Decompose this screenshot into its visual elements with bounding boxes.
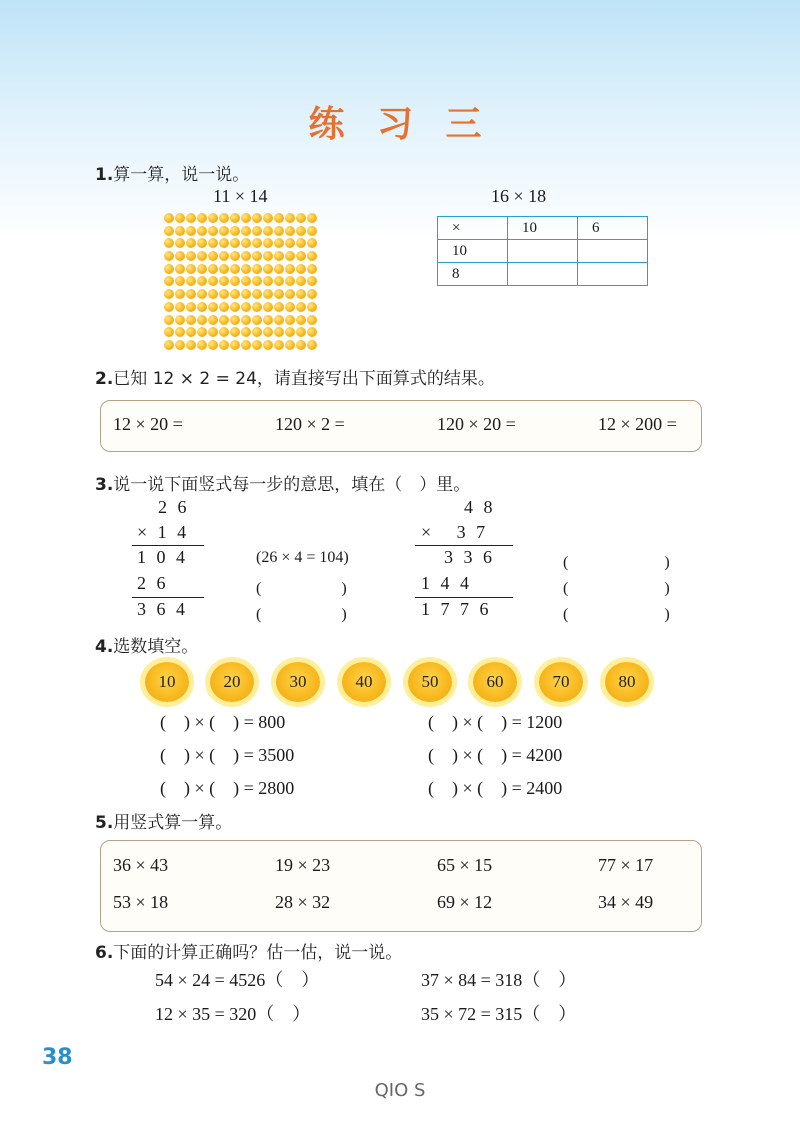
question-3-heading (95, 470, 470, 495)
question-text: 已知 12 × 2 = 24，请直接写出下面算式的结果。 (113, 369, 495, 389)
table-header-row (438, 217, 648, 240)
dot (296, 289, 306, 299)
dot (252, 276, 262, 286)
number-coin: 10 (145, 662, 189, 702)
vertical-row: 1 0 4 (137, 547, 188, 567)
dot (263, 226, 273, 236)
vertical-row: 3 3 6 (444, 547, 495, 567)
footer-text: QIO S (374, 1080, 426, 1101)
dot (230, 238, 240, 248)
dot (241, 226, 251, 236)
dot (197, 264, 207, 274)
dot (219, 213, 229, 223)
number-coin: 40 (342, 662, 386, 702)
dot (296, 276, 306, 286)
dot (164, 251, 174, 261)
dot (241, 213, 251, 223)
dot (175, 264, 185, 274)
dot (241, 302, 251, 312)
dot (241, 289, 251, 299)
dot (186, 226, 196, 236)
dot (186, 315, 196, 325)
vertical-row: 2 6 (158, 497, 190, 517)
fill-equation[interactable]: ( ) × ( ) = 3500 (160, 745, 295, 765)
number-coin: 80 (605, 662, 649, 702)
dot (164, 302, 174, 312)
dot (263, 238, 273, 248)
dot (208, 251, 218, 261)
dot (208, 213, 218, 223)
dot (186, 264, 196, 274)
vertical-row: 2 6 (137, 573, 169, 593)
question-text: 用竖式算一算。 (113, 813, 233, 833)
question-2-heading (95, 364, 495, 389)
dot (263, 327, 273, 337)
dot (164, 276, 174, 286)
dot (285, 238, 295, 248)
dot (164, 238, 174, 248)
dot (164, 264, 174, 274)
dot (186, 302, 196, 312)
dot (208, 226, 218, 236)
dot (263, 251, 273, 261)
dot (219, 226, 229, 236)
answer-cell[interactable] (578, 240, 648, 263)
dot (274, 289, 284, 299)
dot (252, 302, 262, 312)
question-number: 4. (95, 637, 114, 657)
dot (263, 264, 273, 274)
dot (252, 289, 262, 299)
dot (175, 251, 185, 261)
dot (241, 251, 251, 261)
dot (197, 340, 207, 350)
dot (197, 289, 207, 299)
estimate-item[interactable]: 54 × 24 = 4526（ ） (155, 970, 320, 990)
dot (230, 289, 240, 299)
q5-item: 19 × 23 (275, 855, 331, 875)
dot (219, 302, 229, 312)
vertical-row: 1 4 4 (421, 573, 472, 593)
estimate-item[interactable]: 37 × 84 = 318（ ） (421, 970, 577, 990)
dot (230, 226, 240, 236)
estimate-item[interactable]: 35 × 72 = 315（ ） (421, 1004, 577, 1024)
dot (186, 327, 196, 337)
dot (197, 315, 207, 325)
step-note-blank[interactable]: ( ) (256, 580, 347, 597)
vertical-row: 3 6 4 (137, 599, 188, 619)
dot (175, 327, 185, 337)
fill-equation[interactable]: ( ) × ( ) = 2400 (428, 778, 563, 798)
dot (230, 276, 240, 286)
dot (208, 238, 218, 248)
dot (175, 340, 185, 350)
q2-item: 120 × 2 = (275, 414, 345, 434)
dot (263, 302, 273, 312)
dot (175, 276, 185, 286)
vertical-row: × 3 7 (421, 522, 489, 542)
dot (274, 340, 284, 350)
vertical-line (415, 597, 513, 598)
question-text: 说一说下面竖式每一步的意思，填在（ ）里。 (113, 475, 471, 495)
dot (296, 327, 306, 337)
vertical-line (132, 545, 204, 546)
number-coin: 30 (276, 662, 320, 702)
dot (208, 302, 218, 312)
table-expression: 16 × 18 (491, 186, 547, 206)
dot (186, 251, 196, 261)
dot (241, 340, 251, 350)
step-note-blank[interactable]: ( ) (563, 580, 670, 597)
dot (186, 276, 196, 286)
dot (175, 238, 185, 248)
dot-array (163, 212, 317, 352)
dot (252, 340, 262, 350)
dot (285, 289, 295, 299)
table-cell: 10 (508, 217, 578, 240)
dot (241, 264, 251, 274)
dot (208, 315, 218, 325)
table-cell: 8 (438, 263, 508, 286)
number-coin: 20 (210, 662, 254, 702)
dot (164, 315, 174, 325)
number-coin: 50 (408, 662, 452, 702)
dot (175, 213, 185, 223)
multiplication-table (437, 216, 648, 286)
question-1-heading (95, 160, 249, 185)
dot (197, 251, 207, 261)
dot (208, 276, 218, 286)
dot (164, 289, 174, 299)
dot (230, 327, 240, 337)
fill-equation[interactable]: ( ) × ( ) = 2800 (160, 778, 295, 798)
q5-box (100, 840, 702, 932)
vertical-line (415, 545, 513, 546)
dot (285, 276, 295, 286)
dot (252, 315, 262, 325)
question-number: 6. (95, 943, 114, 963)
dot (285, 315, 295, 325)
q5-item: 69 × 12 (437, 892, 493, 912)
step-note-blank[interactable]: ( ) (563, 606, 670, 623)
answer-cell[interactable] (508, 263, 578, 286)
dot (274, 302, 284, 312)
q5-item: 53 × 18 (113, 892, 169, 912)
dot (252, 213, 262, 223)
question-number: 1. (95, 165, 114, 185)
dot (252, 251, 262, 261)
dot (186, 213, 196, 223)
dot (252, 226, 262, 236)
dot (285, 264, 295, 274)
dot (197, 327, 207, 337)
dot (219, 340, 229, 350)
dot (296, 226, 306, 236)
dot (175, 315, 185, 325)
dot (296, 315, 306, 325)
q5-item: 36 × 43 (113, 855, 169, 875)
dot (307, 213, 317, 223)
dot (208, 340, 218, 350)
dot (219, 315, 229, 325)
number-coin: 70 (539, 662, 583, 702)
dot (307, 302, 317, 312)
q5-item: 34 × 49 (598, 892, 654, 912)
dot (274, 327, 284, 337)
dot (285, 226, 295, 236)
dot (208, 264, 218, 274)
dot (296, 251, 306, 261)
dot (197, 302, 207, 312)
dot (263, 340, 273, 350)
dot (285, 327, 295, 337)
q2-item: 120 × 20 = (437, 414, 516, 434)
dot (263, 289, 273, 299)
dot (230, 340, 240, 350)
q5-item: 77 × 17 (598, 855, 654, 875)
dot (296, 264, 306, 274)
dot (230, 302, 240, 312)
dot (307, 264, 317, 274)
dot (307, 226, 317, 236)
dot (274, 226, 284, 236)
step-note-blank[interactable]: ( ) (563, 554, 670, 571)
dot (307, 315, 317, 325)
dot (296, 302, 306, 312)
dot (230, 251, 240, 261)
dot (307, 251, 317, 261)
question-4-heading (95, 632, 198, 657)
dot (186, 238, 196, 248)
table-cell: 6 (578, 217, 648, 240)
dot (296, 238, 306, 248)
dot (241, 327, 251, 337)
answer-cell[interactable] (508, 240, 578, 263)
dot (296, 340, 306, 350)
dot (307, 327, 317, 337)
dot (197, 226, 207, 236)
question-text: 下面的计算正确吗？估一估，说一说。 (113, 943, 403, 963)
question-6-heading (95, 938, 402, 963)
dot (252, 264, 262, 274)
fill-equation[interactable]: ( ) × ( ) = 4200 (428, 745, 563, 765)
step-note: (26 × 4 = 104) (256, 549, 349, 566)
dot (307, 238, 317, 248)
answer-cell[interactable] (578, 263, 648, 286)
page-title: 练 习 三 (308, 104, 492, 145)
dot (175, 289, 185, 299)
dot (241, 238, 251, 248)
dot (307, 276, 317, 286)
dot (219, 276, 229, 286)
question-5-heading (95, 808, 232, 833)
dot (296, 213, 306, 223)
page-number: 38 (42, 1045, 73, 1070)
dot (219, 264, 229, 274)
dot (164, 213, 174, 223)
question-number: 3. (95, 475, 114, 495)
q2-item: 12 × 20 = (113, 414, 183, 434)
question-number: 5. (95, 813, 114, 833)
dot (175, 226, 185, 236)
dot (263, 276, 273, 286)
dot (186, 340, 196, 350)
dot (274, 264, 284, 274)
dot (230, 213, 240, 223)
dot (230, 264, 240, 274)
dot-grid-expression: 11 × 14 (213, 186, 268, 206)
vertical-row: 1 7 7 6 (421, 599, 492, 619)
dot (285, 302, 295, 312)
dot (219, 238, 229, 248)
vertical-row: 4 8 (464, 497, 496, 517)
q2-item: 12 × 200 = (598, 414, 677, 434)
dot (175, 302, 185, 312)
vertical-row: × 1 4 (137, 522, 190, 542)
number-coin: 60 (473, 662, 517, 702)
estimate-item[interactable]: 12 × 35 = 320（ ） (155, 1004, 311, 1024)
dot (241, 276, 251, 286)
step-note-blank[interactable]: ( ) (256, 606, 347, 623)
dot (208, 327, 218, 337)
dot (274, 315, 284, 325)
dot (219, 289, 229, 299)
table-row (438, 263, 648, 286)
dot (274, 213, 284, 223)
dot (263, 213, 273, 223)
dot (164, 226, 174, 236)
table-cell: × (438, 217, 508, 240)
dot (164, 340, 174, 350)
dot (307, 340, 317, 350)
vertical-line (132, 597, 204, 598)
dot (285, 213, 295, 223)
dot (241, 315, 251, 325)
dot (274, 251, 284, 261)
fill-equation[interactable]: ( ) × ( ) = 800 (160, 712, 286, 732)
dot (274, 276, 284, 286)
dot (197, 238, 207, 248)
q5-item: 65 × 15 (437, 855, 493, 875)
dot (252, 238, 262, 248)
dot (252, 327, 262, 337)
q5-item: 28 × 32 (275, 892, 331, 912)
dot (197, 213, 207, 223)
dot (285, 340, 295, 350)
dot (230, 315, 240, 325)
question-text: 算一算，说一说。 (113, 165, 250, 185)
dot (186, 289, 196, 299)
dot (263, 315, 273, 325)
dot (219, 251, 229, 261)
table-row (438, 240, 648, 263)
table-cell: 10 (438, 240, 508, 263)
dot (307, 289, 317, 299)
dot (285, 251, 295, 261)
fill-equation[interactable]: ( ) × ( ) = 1200 (428, 712, 563, 732)
dot (219, 327, 229, 337)
dot (164, 327, 174, 337)
dot (197, 276, 207, 286)
question-number: 2. (95, 369, 114, 389)
dot (274, 238, 284, 248)
dot (208, 289, 218, 299)
question-text: 选数填空。 (113, 637, 199, 657)
